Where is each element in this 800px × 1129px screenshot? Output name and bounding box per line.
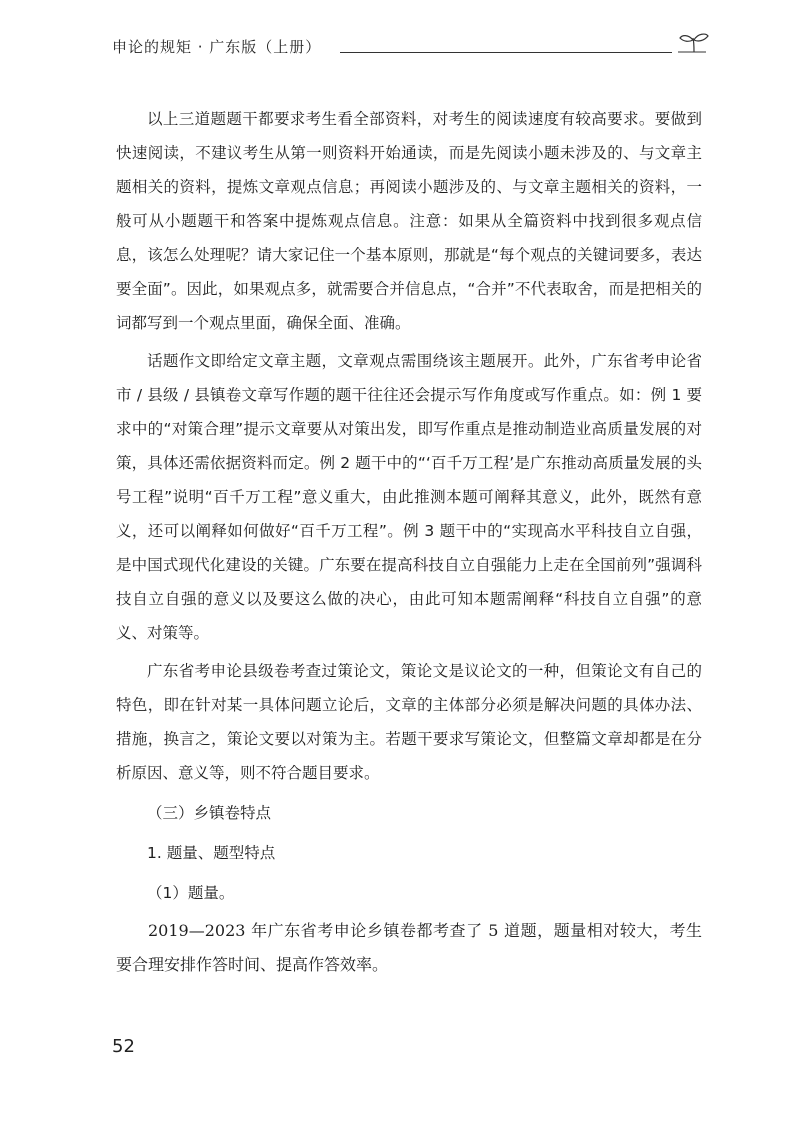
section-heading: （三）乡镇卷特点 — [147, 804, 272, 822]
header-rule — [340, 52, 672, 53]
sprout-icon — [676, 30, 712, 60]
body-paragraph-3: 广东省考申论县级卷考查过策论文，策论文是议论文的一种，但策论文有自己的特色，即在针对某一具体问题立论后，文章的主体部分必须是解决问题的具体办法、措施，换言之，策论文要以对策为主。若题干要求写策论文，但整篇文章却都是在分析原因、意义等，则不符合题目要求。 — [116, 662, 702, 782]
page-body — [116, 102, 702, 986]
running-header — [112, 30, 712, 62]
page-number: 52 — [112, 1036, 135, 1057]
final-paragraph: 2019—2023 年广东省考申论乡镇卷都考查了 5 道题，题量相对较大，考生要合理安排作答时间、提高作答效率。 — [116, 921, 702, 974]
sub-subheading: （1）题量。 — [147, 884, 235, 902]
book-title: 申论的规矩 · 广东版（上册） — [112, 38, 322, 56]
subheading: 1. 题量、题型特点 — [147, 844, 276, 862]
body-paragraph-1: 以上三道题题干都要求考生看全部资料，对考生的阅读速度有较高要求。要做到快速阅读，不建议考生从第一则资料开始通读，而是先阅读小题未涉及的、与文章主题相关的资料，提炼文章观点信息；再阅读小题涉及的、与文章主题相关的资料，一般可从小题题干和答案中提炼观点信息。注意：如果从全篇资料中找到很多观点信息，该怎么处理呢？请大家记住一个基本原则，那就是“每个观点的关键词要多，表达要全面”。因此，如果观点多，就需要合并信息点，“合并”不代表取舍，而是把相关的词都写到一个观点里面，确保全面、准确。 — [116, 110, 702, 332]
body-paragraph-2: 话题作文即给定文章主题，文章观点需围绕该主题展开。此外，广东省考申论省市 / 县级 / 县镇卷文章写作题的题干往往还会提示写作角度或写作重点。如：例 1 要求中的“对策合理”提示文章要从对策出发，即写作重点是推动制造业高质量发展的对策，具体还需依据资料而定。例 2 题干中的“‘百千万工程’是广东推动高质量发展的头号工程”说明“百千万工程”意义重大，由此推测本题可阐释其意义，此外，既然有意义，还可以阐释如何做好“百千万工程”。例 3 题干中的“实现高水平科技自立自强，是中国式现代化建设的关键。广东要在提高科技自立自强能力上走在全国前列”强调科技自立自强的意义以及要这么做的决心，由此可知本题需阐释“科技自立自强”的意义、对策等。 — [116, 352, 702, 642]
